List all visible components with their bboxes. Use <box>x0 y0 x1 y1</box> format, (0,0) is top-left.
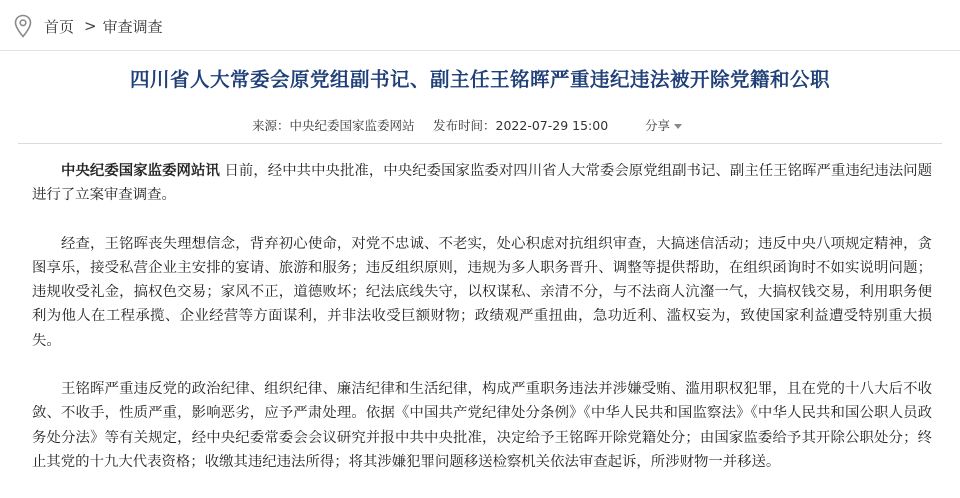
share-label: 分享 <box>645 118 671 133</box>
article-source <box>252 116 415 134</box>
paragraph-2: 经查，王铭晖丧失理想信念，背弃初心使命，对党不忠诚、不老实，处心积虑对抗组织审查，大搞迷信活动；违反中央八项规定精神，贪图享乐，接受私营企业主安排的宴请、旅游和服务；违反组织原则，违规为多人职务晋升、调整等提供帮助，在组织函询时不如实说明问题；违规收受礼金，搞权色交易；家风不正，道德败坏；纪法底线失守，以权谋私、亲清不分，与不法商人沆瀣一气，大搞权钱交易，利用职务便利为他人在工程承揽、企业经营等方面谋利，并非法收受巨额财物；政绩观严重扭曲，急功近利、滥权妄为，致使国家利益遭受特别重大损失。 <box>32 235 932 349</box>
share-button[interactable] <box>645 116 682 134</box>
paragraph-3: 王铭晖严重违反党的政治纪律、组织纪律、廉洁纪律和生活纪律，构成严重职务违法并涉嫌受贿、滥用职权犯罪，且在党的十八大后不收敛、不收手，性质严重，影响恶劣，应予严肃处理。依据《中国共产党纪律处分条例》《中华人民共和国监察法》《中华人民共和国公职人员政务处分法》等有关规定，经中央纪委常委会会议研究并报中共中央批准，决定给予王铭晖开除党籍处分；由国家监委给予其开除公职处分；终止其党的十九大代表资格；收缴其违纪违法所得；将其涉嫌犯罪问题移送检察机关依法审查起诉，所涉财物一并移送。 <box>32 381 932 470</box>
breadcrumb-home-link[interactable]: 首页 <box>44 17 75 36</box>
published-label: 发布时间： <box>433 118 496 133</box>
location-pin-icon <box>14 14 32 38</box>
article-meta <box>0 116 960 134</box>
article-published <box>433 116 608 134</box>
paragraph-1 <box>32 159 932 208</box>
paragraph-1-text: 日前，经中共中央批准，中央纪委国家监委对四川省人大常委会原党组副书记、副主任王铭晖严重违纪违法问题进行了立案审查调查。 <box>32 163 932 204</box>
breadcrumb <box>14 13 163 39</box>
article-title: 四川省人大常委会原党组副书记、副主任王铭晖严重违纪违法被开除党籍和公职 <box>129 68 830 91</box>
header-divider <box>0 50 960 51</box>
article-body <box>32 159 932 498</box>
breadcrumb-separator: > <box>84 17 97 35</box>
meta-divider <box>18 143 942 144</box>
breadcrumb-section-link[interactable]: 审查调查 <box>102 17 163 36</box>
source-label: 来源： <box>252 118 290 133</box>
lead-source: 中央纪委国家监委网站讯 <box>61 163 220 179</box>
source-value: 中央纪委国家监委网站 <box>289 118 415 133</box>
published-value: 2022-07-29 15:00 <box>495 118 609 133</box>
caret-down-icon <box>674 124 682 129</box>
